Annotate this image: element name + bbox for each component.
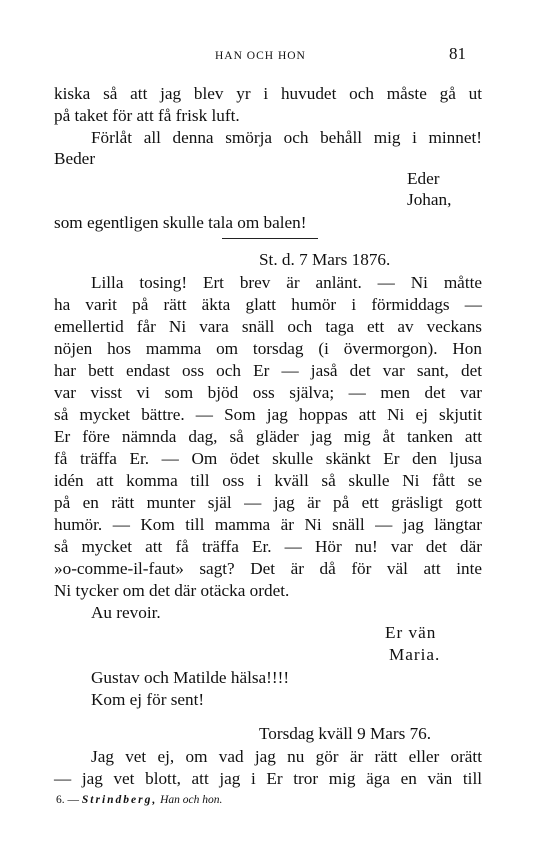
text-line: på taket för att få frisk luft.	[54, 106, 240, 125]
postscript: som egentligen skulle tala om balen!	[54, 213, 307, 232]
letter-dateline: St. d. 7 Mars 1876.	[259, 250, 391, 269]
section-divider	[222, 238, 318, 239]
text-line: emellertid får Ni vara snäll och taga ett av veckans	[54, 317, 482, 336]
closing-er-van: Er vän	[385, 623, 437, 642]
text-line: var visst vi som bjöd oss själva; — men det var	[54, 383, 482, 402]
text-line: Ni tycker om det där otäcka ordet.	[54, 581, 290, 600]
text-line: Lilla tosing! Ert brev är anlänt. — Ni måtte	[91, 273, 482, 292]
text-line: kiska så att jag blev yr i huvudet och måste gå ut	[54, 84, 482, 103]
text-line: ha varit på rätt äkta glatt humör i förmiddags —	[54, 295, 482, 314]
footer-sheet-mark: 6. —	[56, 794, 79, 806]
text-line: »o-comme-il-faut» sagt? Det är då för väl att inte	[54, 559, 482, 578]
text-line: på en rätt munter själ — jag är på ett gräsligt gott	[54, 493, 482, 512]
page-number: 81	[449, 44, 466, 63]
text-line: har bett endast oss och Er — jaså det var sant, det	[54, 361, 482, 380]
text-line: Kom ej för sent!	[91, 690, 205, 709]
closing-salutation: Eder	[407, 169, 440, 188]
text-line: humör. — Kom till mamma är Ni snäll — jag längtar	[54, 515, 482, 534]
text-line: Förlåt all denna smörja och behåll mig i minnet!	[91, 128, 482, 147]
text-line: Er före nämnda dag, så gläder jag mig åt tanken att	[54, 427, 482, 446]
text-line: Gustav och Matilde hälsa!!!!	[91, 668, 290, 687]
text-line: Beder	[54, 149, 96, 168]
text-line: — jag vet blott, att jag i Er tror mig äga en vän till	[54, 769, 482, 788]
signature-maria: Maria.	[389, 645, 441, 664]
text-line: idén att komma till oss i kväll så skulle Ni fått se	[54, 471, 482, 490]
text-line: få träffa Er. — Om ödet skulle skänkt Er den ljusa	[54, 449, 482, 468]
running-head: HAN OCH HON	[215, 50, 306, 62]
text-line: så mycket bättre. — Som jag hoppas att Ni ej skjutit	[54, 405, 482, 424]
signature-footer	[56, 794, 222, 806]
signature-johan: Johan,	[407, 190, 452, 209]
letter-dateline: Torsdag kväll 9 Mars 76.	[259, 724, 432, 743]
text-line: Au revoir.	[91, 603, 161, 622]
text-line: nöjen hos mamma om torsdag (i övermorgon). Hon	[54, 339, 482, 358]
footer-book-title: Han och hon.	[160, 794, 223, 806]
text-line: Jag vet ej, om vad jag nu gör är rätt eller orätt	[91, 747, 482, 766]
text-line: så mycket att få träffa Er. — Hör nu! var det där	[54, 537, 482, 556]
footer-author: Strindberg,	[81, 794, 158, 806]
